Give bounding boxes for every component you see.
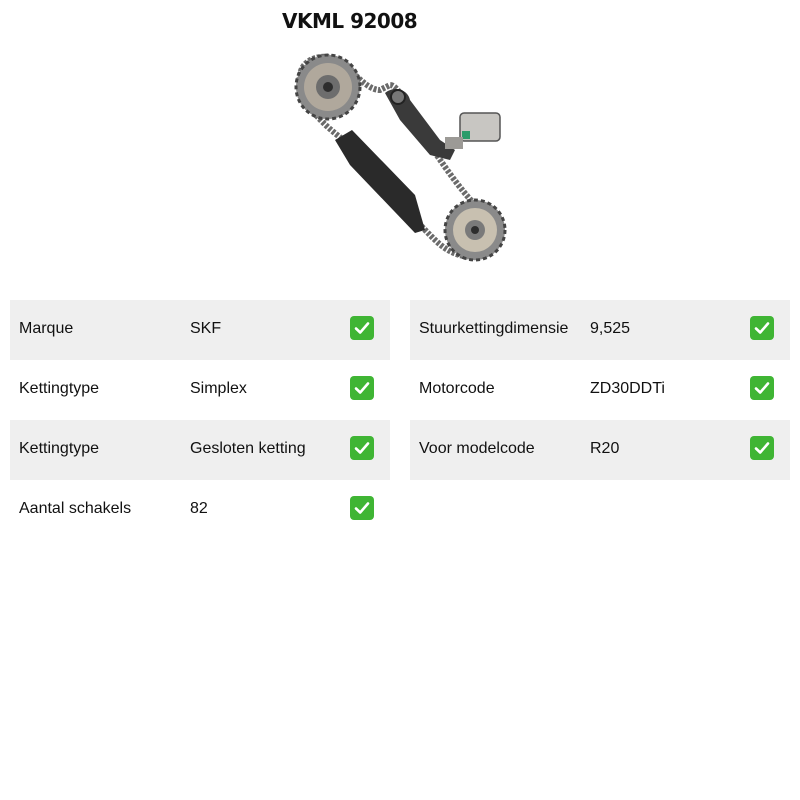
spec-label: Kettingtype bbox=[19, 440, 100, 457]
spec-label: Voor modelcode bbox=[419, 440, 535, 457]
spec-value: R20 bbox=[590, 440, 620, 457]
spec-value: 82 bbox=[190, 500, 208, 517]
spec-value: ZD30DDTi bbox=[590, 380, 665, 397]
spec-label: Stuurkettingdimensie bbox=[419, 320, 569, 337]
product-title: VKML 92008 bbox=[282, 9, 418, 33]
spec-label: Motorcode bbox=[419, 380, 495, 397]
spec-row bbox=[10, 420, 390, 480]
product-title-wrap bbox=[282, 9, 417, 33]
spec-row bbox=[10, 480, 390, 540]
spec-row bbox=[10, 300, 390, 360]
spec-row bbox=[410, 420, 790, 480]
spec-label: Aantal schakels bbox=[19, 500, 132, 517]
check-mark-icon bbox=[350, 316, 374, 340]
spec-row bbox=[10, 360, 390, 420]
spec-label: Kettingtype bbox=[19, 380, 100, 397]
spec-label: Marque bbox=[19, 320, 74, 337]
check-mark-icon bbox=[750, 436, 774, 460]
check-mark-icon bbox=[350, 496, 374, 520]
spec-row bbox=[410, 360, 790, 420]
spec-value: Gesloten ketting bbox=[190, 440, 306, 457]
check-mark-icon bbox=[350, 436, 374, 460]
spec-table-right bbox=[410, 300, 790, 480]
timing-chain-kit-image bbox=[290, 45, 520, 270]
spec-value: SKF bbox=[190, 320, 222, 337]
spec-table-left bbox=[10, 300, 390, 540]
spec-value: 9,525 bbox=[590, 320, 631, 337]
check-mark-icon bbox=[350, 376, 374, 400]
check-mark-icon bbox=[750, 316, 774, 340]
spec-row bbox=[410, 300, 790, 360]
spec-value: Simplex bbox=[190, 380, 247, 397]
check-mark-icon bbox=[750, 376, 774, 400]
